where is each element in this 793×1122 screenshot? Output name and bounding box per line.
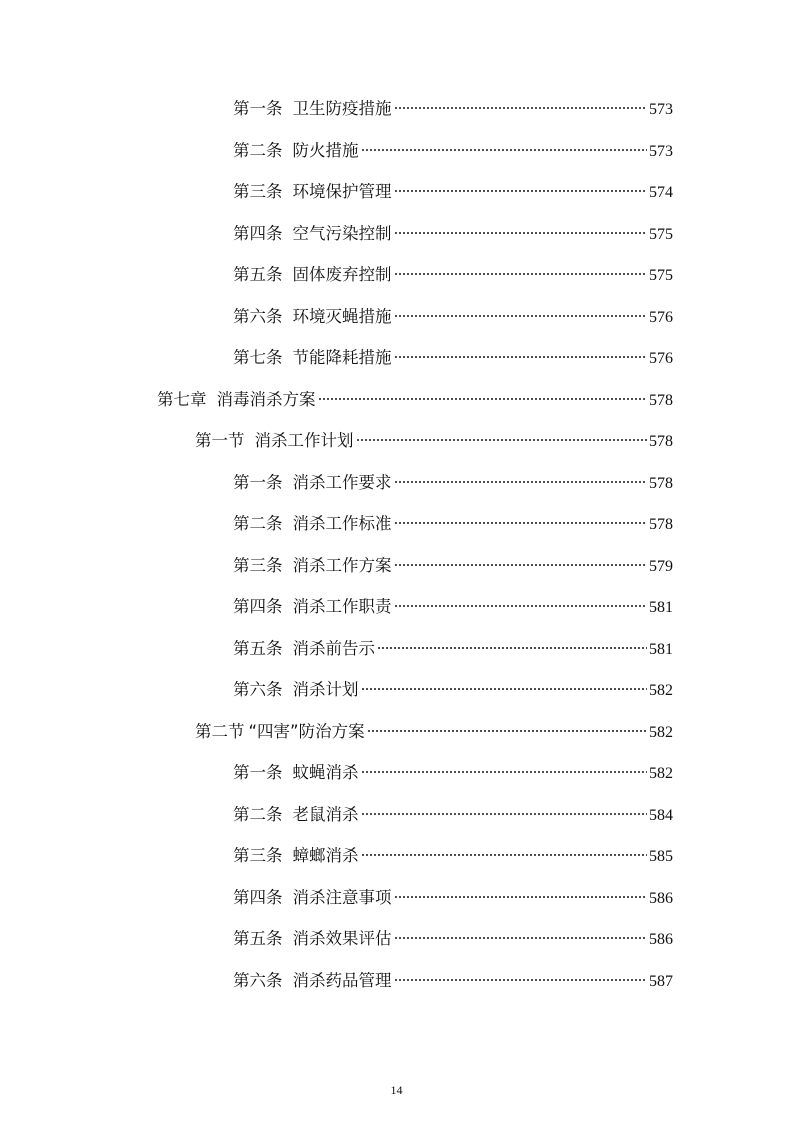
toc-entry-number: 第五条 (233, 929, 283, 948)
toc-entry-number: 第一条 (233, 473, 283, 492)
toc-entry-page: 576 (649, 309, 673, 326)
toc-dot-leader (377, 647, 647, 649)
toc-dot-leader (367, 730, 647, 732)
toc-entry-page: 582 (649, 724, 673, 741)
toc-entry-title: 蟑螂消杀 (292, 846, 359, 865)
toc-entry-number: 第三条 (233, 182, 283, 201)
toc-entry-number: 第六条 (233, 971, 283, 990)
toc-dot-leader (394, 522, 648, 524)
toc-entry-page: 587 (649, 973, 673, 990)
toc-entry[interactable] (233, 511, 673, 537)
toc-entry-title: 卫生防疫措施 (292, 99, 392, 118)
toc-dot-leader (361, 854, 648, 856)
toc-dot-leader (394, 605, 648, 607)
toc-entry[interactable] (233, 677, 673, 703)
toc-entry-title: 消杀计划 (292, 680, 359, 699)
toc-entry-page: 581 (649, 641, 673, 658)
toc-entry-number: 第七章 (157, 390, 207, 409)
toc-entry-page: 582 (649, 765, 673, 782)
toc-dot-leader (394, 356, 648, 358)
toc-entry-title: 消毒消杀方案 (216, 390, 316, 409)
toc-entry-title: 防火措施 (292, 141, 359, 160)
toc-entry-page: 573 (649, 101, 673, 118)
toc-entry-page: 578 (649, 475, 673, 492)
toc-dot-leader (361, 771, 648, 773)
toc-entry-number: 第二节 (195, 722, 245, 741)
toc-entry[interactable] (233, 221, 673, 247)
toc-dot-leader (394, 190, 648, 192)
toc-entry-number: 第四条 (233, 224, 283, 243)
toc-dot-leader (394, 979, 648, 981)
toc-dot-leader (394, 273, 648, 275)
toc-entry-number: 第二条 (233, 805, 283, 824)
toc-entry-number: 第六条 (233, 307, 283, 326)
toc-entry-title: 节能降耗措施 (292, 348, 392, 367)
toc-entry-number: 第三条 (233, 556, 283, 575)
toc-entry-page: 576 (649, 350, 673, 367)
toc-entry[interactable] (233, 553, 673, 579)
toc-dot-leader (318, 398, 648, 400)
toc-entry-title: “四害”防治方案 (248, 722, 365, 741)
toc-entry[interactable] (233, 345, 673, 371)
toc-entry-page: 573 (649, 143, 673, 160)
toc-entry-page: 578 (649, 433, 673, 450)
toc-entry-number: 第三条 (233, 846, 283, 865)
toc-chapter-entry[interactable] (157, 387, 673, 413)
toc-entry-title: 消杀效果评估 (292, 929, 392, 948)
toc-entry-page: 578 (649, 516, 673, 533)
toc-entry[interactable] (233, 885, 673, 911)
toc-entry-number: 第五条 (233, 639, 283, 658)
toc-entry[interactable] (233, 138, 673, 164)
toc-entry-page: 586 (649, 931, 673, 948)
toc-entry-title: 固体废弃控制 (292, 265, 392, 284)
toc-entry-number: 第四条 (233, 888, 283, 907)
toc-entry-page: 581 (649, 599, 673, 616)
toc-entry-title: 环境灭蝇措施 (292, 307, 392, 326)
toc-entry-page: 584 (649, 807, 673, 824)
toc-section-entry[interactable] (195, 719, 673, 745)
toc-entry-title: 空气污染控制 (292, 224, 392, 243)
toc-entry[interactable] (233, 304, 673, 330)
toc-entry-number: 第七条 (233, 348, 283, 367)
toc-entry-number: 第一条 (233, 99, 283, 118)
toc-entry-page: 586 (649, 890, 673, 907)
toc-entry-number: 第二条 (233, 141, 283, 160)
toc-entry-title: 环境保护管理 (292, 182, 392, 201)
toc-entry-number: 第六条 (233, 680, 283, 699)
toc-entry-title: 消杀工作职责 (292, 597, 392, 616)
toc-dot-leader (394, 481, 648, 483)
toc-dot-leader (394, 232, 648, 234)
toc-entry-title: 消杀药品管理 (292, 971, 392, 990)
toc-entry-page: 575 (649, 267, 673, 284)
toc-entry[interactable] (233, 594, 673, 620)
toc-dot-leader (394, 896, 648, 898)
toc-entry-page: 578 (649, 392, 673, 409)
toc-dot-leader (394, 107, 648, 109)
page-number: 14 (390, 1083, 403, 1097)
toc-entry-page: 585 (649, 848, 673, 865)
toc-entry[interactable] (233, 179, 673, 205)
toc-entry-title: 蚊蝇消杀 (292, 763, 359, 782)
toc-entry-number: 第四条 (233, 597, 283, 616)
toc-entry-page: 579 (649, 558, 673, 575)
toc-entry-number: 第一条 (233, 763, 283, 782)
toc-entry-page: 582 (649, 682, 673, 699)
toc-entry[interactable] (233, 968, 673, 994)
toc-dot-leader (361, 688, 648, 690)
toc-section-entry[interactable] (195, 428, 673, 454)
toc-entry[interactable] (233, 470, 673, 496)
toc-dot-leader (394, 315, 648, 317)
toc-dot-leader (356, 439, 648, 441)
toc-entry-title: 老鼠消杀 (292, 805, 359, 824)
toc-entry-title: 消杀工作计划 (254, 431, 354, 450)
toc-entry-title: 消杀工作方案 (292, 556, 392, 575)
toc-dot-leader (394, 564, 648, 566)
toc-entry-title: 消杀注意事项 (292, 888, 392, 907)
toc-dot-leader (361, 149, 648, 151)
toc-entry-page: 574 (649, 184, 673, 201)
toc-entry-title: 消杀工作标准 (292, 514, 392, 533)
toc-entry[interactable] (233, 843, 673, 869)
toc-entry[interactable] (233, 926, 673, 952)
toc-entry[interactable] (233, 96, 673, 122)
toc-entry-number: 第五条 (233, 265, 283, 284)
toc-entry[interactable] (233, 802, 673, 828)
toc-entry-page: 575 (649, 226, 673, 243)
toc-dot-leader (361, 813, 648, 815)
toc-entry[interactable] (233, 636, 673, 662)
toc-entry-title: 消杀工作要求 (292, 473, 392, 492)
toc-entry-number: 第二条 (233, 514, 283, 533)
toc-dot-leader (394, 937, 648, 939)
toc-entry-title: 消杀前告示 (292, 639, 375, 658)
toc-entry-number: 第一节 (195, 431, 245, 450)
toc-entry[interactable] (233, 262, 673, 288)
toc-entry[interactable] (233, 760, 673, 786)
